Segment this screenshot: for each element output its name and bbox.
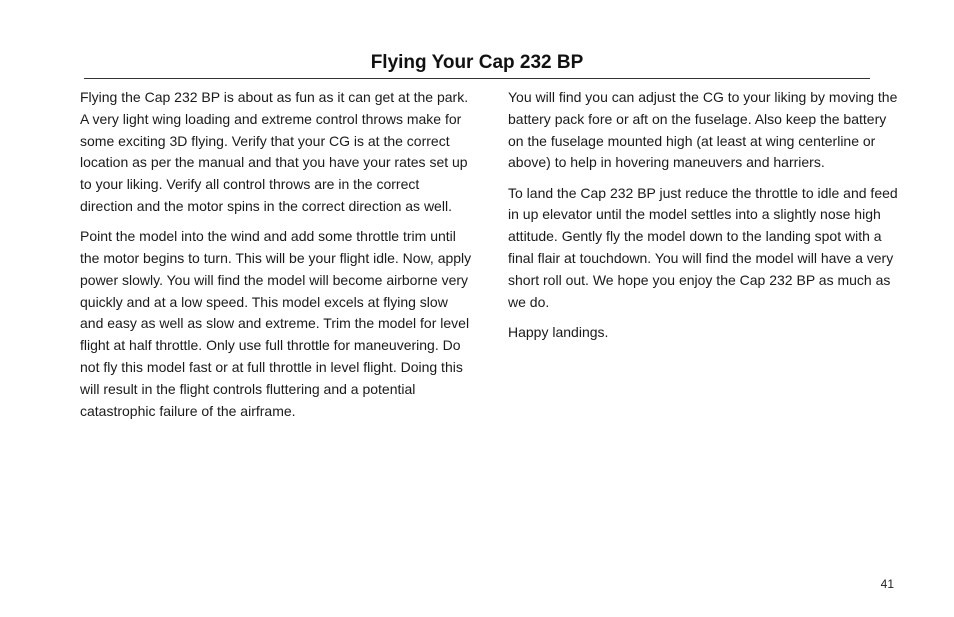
takeoff-paragraph: Point the model into the wind and add some throttle trim until the motor begins to turn. This will be your flight idle. Now, apply power slowly. You will find the model will become airborne very quickly and at a low speed. This model excels at flying slow and easy as well as slow and extreme. Trim the model for level flight at half throttle. Only use full throttle for maneuvering. Do not fly this model fast or at full throttle in level flight. Doing this will result in the flight controls fluttering and a potential catastrophic failure of the airframe. — [80, 228, 472, 419]
landing-paragraph: To land the Cap 232 BP just reduce the throttle to idle and feed in up elevator until the model settles into a slightly nose high attitude. Gently fly the model down to the landing spot with a final flair at touchdown. You will find the model will have a very short roll out. We hope you enjoy the Cap 232 BP as much as we do. — [508, 184, 898, 310]
cg-adjustment-paragraph: You will find you can adjust the CG to your liking by moving the battery pack fore or aft on the fuselage. Also keep the battery on the fuselage mounted high (at least at wing centerline or above) to help in hovering maneuvers and harriers. — [508, 89, 898, 171]
page-title: Flying Your Cap 232 BP — [370, 52, 584, 73]
left-text-column — [80, 87, 475, 431]
title-divider — [84, 78, 870, 79]
right-text-column — [508, 87, 898, 352]
page-number: 41 — [880, 577, 894, 591]
closing-paragraph: Happy landings. — [508, 323, 609, 340]
intro-paragraph: Flying the Cap 232 BP is about as fun as it can get at the park. A very light wing loading and extreme control throws make for some exciting 3D flying. Verify that your CG is at the correct location as per the manual and that you have your rates set up to your liking. Verify all control throws are in the correct direction and the motor spins in the correct direction as well. — [80, 89, 469, 214]
